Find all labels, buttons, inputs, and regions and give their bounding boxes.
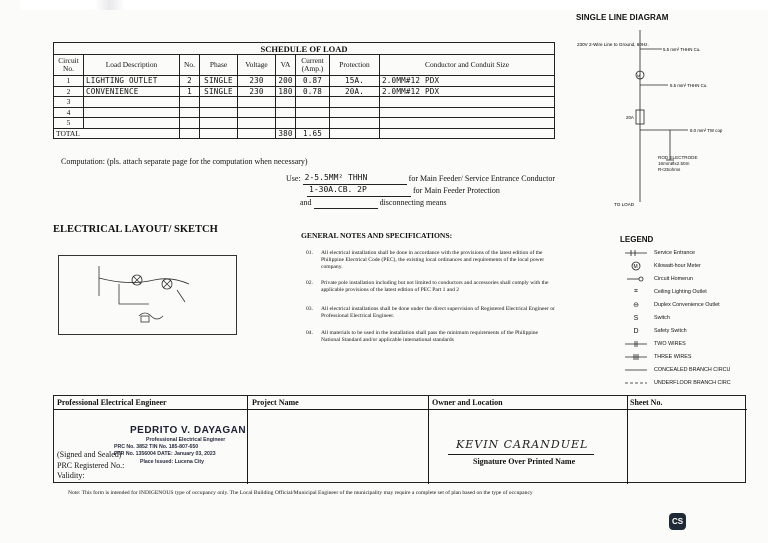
to-load-label: TO LOAD	[614, 202, 635, 207]
table-row	[54, 107, 555, 118]
and-label: and	[300, 198, 312, 207]
legend-item	[624, 326, 768, 336]
header-phase: Phase	[200, 55, 238, 76]
schedule-title: SCHEDULE OF LOAD	[54, 43, 555, 55]
circuit-no: 2	[54, 86, 84, 97]
header-va: VA	[276, 55, 296, 76]
use-label: Use:	[286, 174, 301, 183]
ground-wire-label: 8.0 mm² TW cop	[690, 128, 723, 133]
note-item	[306, 330, 556, 344]
total-current: 1.65	[296, 128, 330, 138]
legend-item	[624, 248, 768, 258]
legend-item	[624, 365, 768, 375]
header-protection: Protection	[330, 55, 380, 76]
legend-item	[624, 261, 768, 271]
schedule-of-load-table	[53, 42, 555, 139]
current: 0.78	[296, 86, 330, 97]
use-block	[286, 173, 555, 209]
conductor-size: 2.0MM#12 PDX	[380, 86, 555, 97]
note-number: 04.	[306, 330, 313, 336]
legend-label: Circuit Homerun	[654, 276, 693, 282]
layout-sketch-drawing	[59, 256, 238, 336]
legend-label: Service Entrance	[654, 250, 696, 256]
kwh-meter-icon	[624, 261, 648, 271]
legend-label: UNDERFLOOR BRANCH CIRC	[654, 380, 731, 386]
footer-note: Note: This form is intended for INDIGENOUS type of occupancy only. The Local Building Official/Municipal Engineer of the municipality may require a complete set of plan based on the type of occupancy	[68, 490, 533, 496]
circuit-no: 5	[54, 118, 84, 129]
camscanner-badge: CS	[669, 513, 686, 530]
main-feeder-conductor-text: for Main Feeder/ Service Entrance Conductor	[408, 174, 556, 183]
breaker-label: 20A	[626, 115, 634, 120]
circuit-no: 1	[54, 76, 84, 87]
computation-note: Computation: (pls. attach separate page for the computation when necessary)	[61, 157, 308, 166]
prc-registered-label: PRC Registered No.:	[57, 461, 125, 470]
current: 0.87	[296, 76, 330, 87]
voltage: 230	[238, 76, 276, 87]
service-entrance-icon	[624, 248, 648, 258]
layout-sketch-title: ELECTRICAL LAYOUT/ SKETCH	[53, 224, 218, 235]
project-header: Project Name	[252, 398, 299, 407]
disconnecting-means-text: disconnecting means	[379, 198, 447, 207]
concealed-branch-icon	[624, 365, 648, 375]
note-number: 02.	[306, 280, 313, 286]
header-load-description: Load Description	[84, 55, 180, 76]
protection: 15A.	[330, 76, 380, 87]
main-feeder-protection-text: for Main Feeder Protection	[413, 186, 500, 195]
two-wires-icon	[624, 339, 648, 349]
owner-signature-label: Signature Over Printed Name	[473, 457, 576, 466]
total-row	[54, 128, 555, 138]
legend-label: Switch	[654, 315, 670, 321]
note-text: Private pole installation including but not limited to conductors and accessories shall comply with the applicable provisions of the latest edition of PEC Part 1 and 2	[321, 280, 549, 293]
voltage: 230	[238, 86, 276, 97]
legend-label: THREE WIRES	[654, 354, 692, 360]
layout-sketch-box	[58, 255, 237, 335]
engineer-stamp-prc: PRC No. 3852 TIN No. 185-807-650	[114, 444, 199, 450]
schedule-header-row	[54, 55, 555, 76]
circuit-no: 3	[54, 97, 84, 108]
three-wires-icon	[624, 352, 648, 362]
va: 200	[276, 76, 296, 87]
note-text: All electrical installation shall be done in accordance with the provisions of the latest edition of the Philippine Electrical Code (PEC), the existing local ordinances and requirements of the local power company.	[321, 250, 545, 270]
load-description: LIGHTING OUTLET	[84, 76, 180, 87]
header-no: No.	[180, 55, 200, 76]
note-item	[306, 280, 556, 294]
header-current: Current (Amp.)	[296, 55, 330, 76]
phase: SINGLE	[200, 86, 238, 97]
load-description: CONVENIENCE	[84, 86, 180, 97]
circuit-no: 4	[54, 107, 84, 118]
table-row	[54, 118, 555, 129]
svg-text:M: M	[633, 264, 638, 270]
legend-label: Safety Switch	[654, 328, 687, 334]
note-item	[306, 250, 556, 271]
header-circuit: Circuit No.	[54, 55, 84, 76]
note-text: All materials to be used in the installation shall pass the minimum requirements of the Philippine National Standard and/or applicable international standards	[321, 330, 539, 343]
main-feeder-conductor-value: 2-5.5MM² THHN	[304, 173, 368, 182]
note-number: 03.	[306, 306, 313, 312]
engineer-header: Professional Electrical Engineer	[57, 398, 167, 407]
header-conductor: Conductor and Conduit Size	[380, 55, 555, 76]
total-label: TOTAL	[54, 128, 180, 138]
legend-item	[624, 339, 768, 349]
engineer-stamp-title: Professional Electrical Engineer	[146, 437, 226, 443]
legend-label: CONCEALED BRANCH CIRCU	[654, 367, 731, 373]
legend-label: TWO WIRES	[654, 341, 686, 347]
phase: SINGLE	[200, 76, 238, 87]
protection: 20A.	[330, 86, 380, 97]
engineer-stamp-name: PEDRITO V. DAYAGAN	[130, 425, 247, 436]
supply-label: 230V 2-Wire Line to Ground, 60Hz.	[577, 42, 649, 47]
legend-item	[624, 287, 768, 297]
underfloor-branch-icon	[624, 378, 648, 388]
owner-header: Owner and Location	[432, 398, 503, 407]
signed-sealed-label: (Signed and Sealed)	[57, 450, 122, 459]
ceiling-light-icon: ⌗	[634, 288, 638, 295]
note-number: 01.	[306, 250, 313, 256]
note-item	[306, 306, 556, 320]
scan-top-edge	[20, 0, 768, 10]
legend-label: Kilowatt-hour Meter	[654, 263, 701, 269]
va: 180	[276, 86, 296, 97]
main-feeder-protection-value: 1-30A.CB. 2P	[309, 185, 367, 194]
single-line-diagram-title: SINGLE LINE DIAGRAM	[576, 13, 669, 22]
general-notes-title: GENERAL NOTES AND SPECIFICATIONS:	[301, 231, 453, 240]
circuit-homerun-icon	[624, 274, 648, 284]
engineer-stamp-ptr: PTR No. 1356004 DATE: January 03, 2023	[114, 451, 216, 457]
meter-symbol: M	[637, 73, 641, 78]
note-text: All electrical installations shall be done under the direct supervision of Registered Electrical Engineer or Professional Electrical Engineer.	[321, 306, 555, 319]
safety-switch-icon: D	[633, 327, 639, 335]
table-row	[54, 76, 555, 87]
load-count: 1	[180, 86, 200, 97]
legend-item	[624, 352, 768, 362]
engineer-stamp-place: Place Issued: Lucena City	[140, 459, 205, 465]
conductor-size: 2.0MM#12 PDX	[380, 76, 555, 87]
single-line-diagram	[570, 30, 768, 220]
legend-item	[624, 300, 768, 310]
header-voltage: Voltage	[238, 55, 276, 76]
duplex-outlet-icon: ⊖	[633, 302, 639, 309]
table-row	[54, 97, 555, 108]
sheet-header: Sheet No.	[630, 398, 663, 407]
rod-electrode-label: ROD ELECTRODE 16mmØx2.50m R<25ohms	[658, 155, 698, 172]
switch-icon: S	[633, 314, 639, 322]
feeder-label-top: 5.5 mm² THHN Cu.	[663, 47, 701, 52]
legend-item	[624, 378, 768, 388]
load-count: 2	[180, 76, 200, 87]
table-row	[54, 86, 555, 97]
legend-item	[624, 274, 768, 284]
legend-item	[624, 313, 768, 323]
feeder-label-mid: 5.5 mm² THHN Cu.	[670, 83, 708, 88]
legend-title: LEGEND	[620, 235, 654, 244]
total-va: 380	[276, 128, 296, 138]
legend-label: Ceiling Lighting Outlet	[654, 289, 707, 295]
owner-signature-name: KEVIN CARANDUEL	[456, 438, 589, 451]
validity-label: Validity:	[57, 471, 85, 480]
legend-label: Duplex Convenience Outlet	[654, 302, 720, 308]
